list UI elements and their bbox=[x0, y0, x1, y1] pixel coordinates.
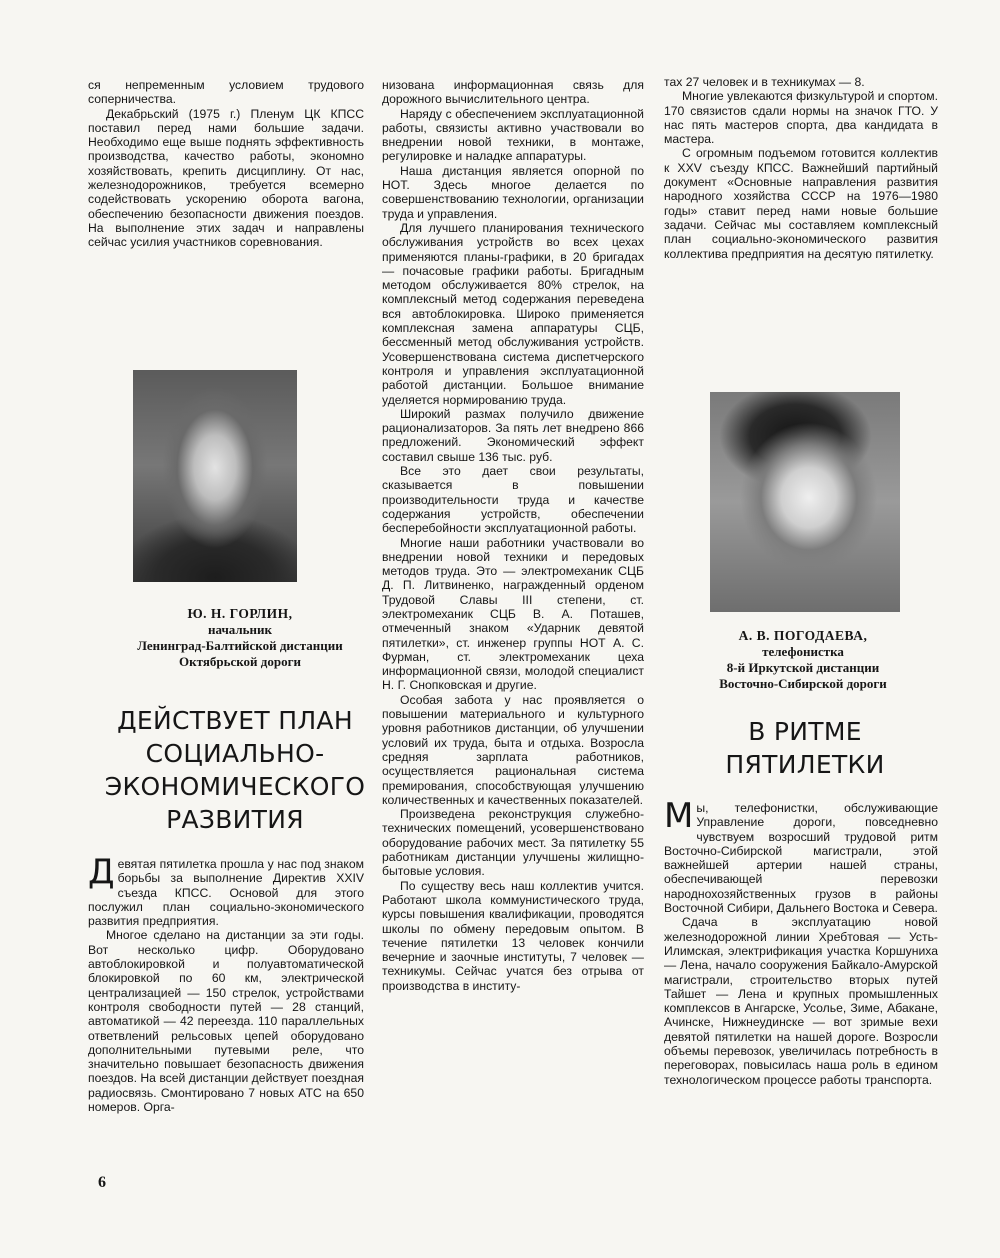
drop-cap: Д bbox=[88, 852, 115, 892]
paragraph-text: евятая пятилетка прошла у нас под знаком борьбы за выполнение Директив XXIV съезда КПСС. Основой для этого послужил план социально-экономического развития предприятия. bbox=[88, 857, 364, 929]
paragraph: Многие наши работники участвовали во внедрении новой техники и передовых методов труда. Это — электромеханик СЦБ Д. П. Литвиненко, награжденный орденом Трудовой Славы III степени, ст. электромеханик СЦБ В. А. Поташев, отмеченный знаком «Ударник девятой пятилетки», ст. инженер группы НОТ А. С. Фурман, ст. электромеханик цеха информационной связи, молодой специалист Н. Г. Снопковская и другие. bbox=[382, 535, 644, 693]
headline-line: ДЕЙСТВУЕТ ПЛАН bbox=[117, 706, 353, 735]
drop-cap: М bbox=[664, 796, 694, 836]
article1-headline bbox=[100, 704, 370, 836]
paragraph: Все это дает свои результаты, сказывается в повышении производительности труда и качестве содержания устройств, обеспечении бесперебойности эксплуатационной работы. bbox=[382, 464, 644, 536]
article1-body-col2 bbox=[382, 78, 644, 993]
article1-intro bbox=[88, 78, 364, 250]
paragraph: Наша дистанция является опорной по НОТ. Здесь многое делается по совершенствованию технологии, организации труда и управления. bbox=[382, 163, 644, 221]
portrait-photo-pogodaeva bbox=[710, 392, 900, 612]
article2-headline bbox=[680, 715, 930, 781]
headline-line: ЭКОНОМИЧЕСКОГО bbox=[104, 772, 366, 801]
page-number: 6 bbox=[98, 1174, 106, 1191]
caption-name: А. В. ПОГОДАЕВА, bbox=[738, 628, 868, 643]
paragraph bbox=[664, 796, 938, 916]
caption-position: начальник bbox=[207, 622, 273, 637]
article1-body-col3 bbox=[664, 75, 938, 261]
caption-position: телефонистка bbox=[762, 644, 844, 659]
caption-org: Ленинград-Балтийской дистанции bbox=[137, 638, 343, 653]
portrait-caption-pogodaeva bbox=[668, 628, 938, 692]
caption-road: Октябрьской дороги bbox=[179, 654, 301, 669]
article1-body-col1 bbox=[88, 852, 364, 1115]
paragraph: С огромным подъемом готовится коллектив к XXV съезду КПСС. Важнейший партийный документ «Основные направления развития народного хозяйства СССР на 1976—1980 годы» ставит перед нами новые большие задачи. Сейчас мы составляем комплексный план социально-экономического развития коллектива предприятия на десятую пятилетку. bbox=[664, 146, 938, 261]
headline-line: ПЯТИЛЕТКИ bbox=[725, 750, 885, 779]
paragraph: Сдача в эксплуатацию новой железнодорожной линии Хребтовая — Усть-Илимская, электрификация участка Коршуниха — Лена, начало сооружения Байкало-Амурской магистрали, строительство вторых путей Тайшет — Лена и крупных промышленных комплексов в Ангарске, Усолье, Зиме, Абакане, Ачинске, Нижнеудинске — вот зримые вехи девятой пятилетки на нашей дороге. Возросли объемы перевозок, увеличилась потребность в переговорах, повысилась наша роль в едином технологическом процессе работы транспорта. bbox=[664, 915, 938, 1087]
caption-road: Восточно-Сибирской дороги bbox=[719, 676, 887, 691]
paragraph: ся непременным условием трудового соперничества. bbox=[88, 78, 364, 107]
paragraph bbox=[88, 852, 364, 929]
paragraph: Широкий размах получило движение рационализаторов. За пять лет внедрено 866 предложений. Экономический эффект составил свыше 136 тыс. руб. bbox=[382, 406, 644, 464]
paragraph: По существу весь наш коллектив учится. Работают школа коммунистического труда, курсы повышения квалификации, проводятся школы по обмену передовым опытом. В течение пятилетки 13 человек кончили вечерние и заочные институты, 7 человек — техникумы. Сейчас учатся без отрыва от производства в институ- bbox=[382, 878, 644, 993]
paragraph: Декабрьский (1975 г.) Пленум ЦК КПСС поставил перед нами большие задачи. Необходимо еще выше поднять эффективность производства, качество работы, экономно хозяйствовать, крепить дисциплину. От нас, железнодорожников, требуется всемерно содействовать ускорению оборота вагона, обеспечению безопасности движения поездов. На выполнение этих задач и направлены сейчас усилия участников соревнования. bbox=[88, 106, 364, 250]
paragraph: Для лучшего планирования технического обслуживания устройств во всех цехах применяются планы-графики, в 20 бригадах — почасовые графики работы. Бригадным методом обслуживается 80% стрелок, на комплексный метод содержания переведена вся автоблокировка. Широко применяется комплексная замена аппаратуры СЦБ, бессменный метод обслуживания устройств. Усовершенствована система диспетчерского контроля и управления эксплуатационной работой дистанции. Большое внимание уделяется нормированию труда. bbox=[382, 220, 644, 407]
caption-name: Ю. Н. ГОРЛИН, bbox=[187, 606, 293, 621]
headline-line: В РИТМЕ bbox=[748, 717, 862, 746]
article2-body bbox=[664, 796, 938, 1087]
paragraph-text: ы, телефонистки, обслуживающие Управление дороги, повседневно чувствуем возросший трудовой ритм Восточно-Сибирской магистрали, этой важнейшей артерии нашей страны, обеспечивающей перевозки народнохозяйственных грузов в районы Восточной Сибири, Дальнего Востока и Севера. bbox=[664, 801, 938, 916]
portrait-caption-gorlin bbox=[110, 606, 370, 670]
headline-line: РАЗВИТИЯ bbox=[166, 805, 304, 834]
caption-org: 8-й Иркутской дистанции bbox=[726, 660, 880, 675]
paragraph: Многое сделано на дистанции за эти годы. Вот несколько цифр. Оборудовано автоблокировкой и полуавтоматической блокировкой по 60 км, электрической централизацией — 150 стрелок, устройствами контроля свободности путей — 28 станций, автоматикой — 42 переезда. 110 параллельных ответвлений рельсовых цепей оборудовано дополнительными путевыми реле, что значительно повышает безопасность движения поездов. На всей дистанции действует поездная радиосвязь. Смонтировано 7 новых АТС на 650 номеров. Орга- bbox=[88, 928, 364, 1115]
paragraph: Произведена реконструкция служебно-технических помещений, усовершенствовано оборудование рабочих мест. За пятилетку 55 работникам дистанции улучшены жилищно-бытовые условия. bbox=[382, 807, 644, 879]
paragraph: Особая забота у нас проявляется о повышении материального и культурного уровня работников дистанции, об улучшении условий их труда, быта и отдыха. Возросла средняя зарплата работников, осуществляется рациональная система премирования, способствующая улучшению количественных и качественных показателей. bbox=[382, 692, 644, 807]
portrait-photo-gorlin bbox=[133, 370, 297, 582]
paragraph: Многие увлекаются физкультурой и спортом. 170 связистов сдали нормы на значок ГТО. У нас пять мастеров спорта, два кандидата в мастера. bbox=[664, 89, 938, 147]
paragraph: низована информационная связь для дорожного вычислительного центра. bbox=[382, 78, 644, 107]
paragraph: Наряду с обеспечением эксплуатационной работы, связисты активно участвовали во внедрении новой техники, в монтаже, регулировке и наладке аппаратуры. bbox=[382, 106, 644, 164]
headline-line: СОЦИАЛЬНО- bbox=[145, 739, 325, 768]
paragraph: тах 27 человек и в техникумах — 8. bbox=[664, 75, 865, 89]
